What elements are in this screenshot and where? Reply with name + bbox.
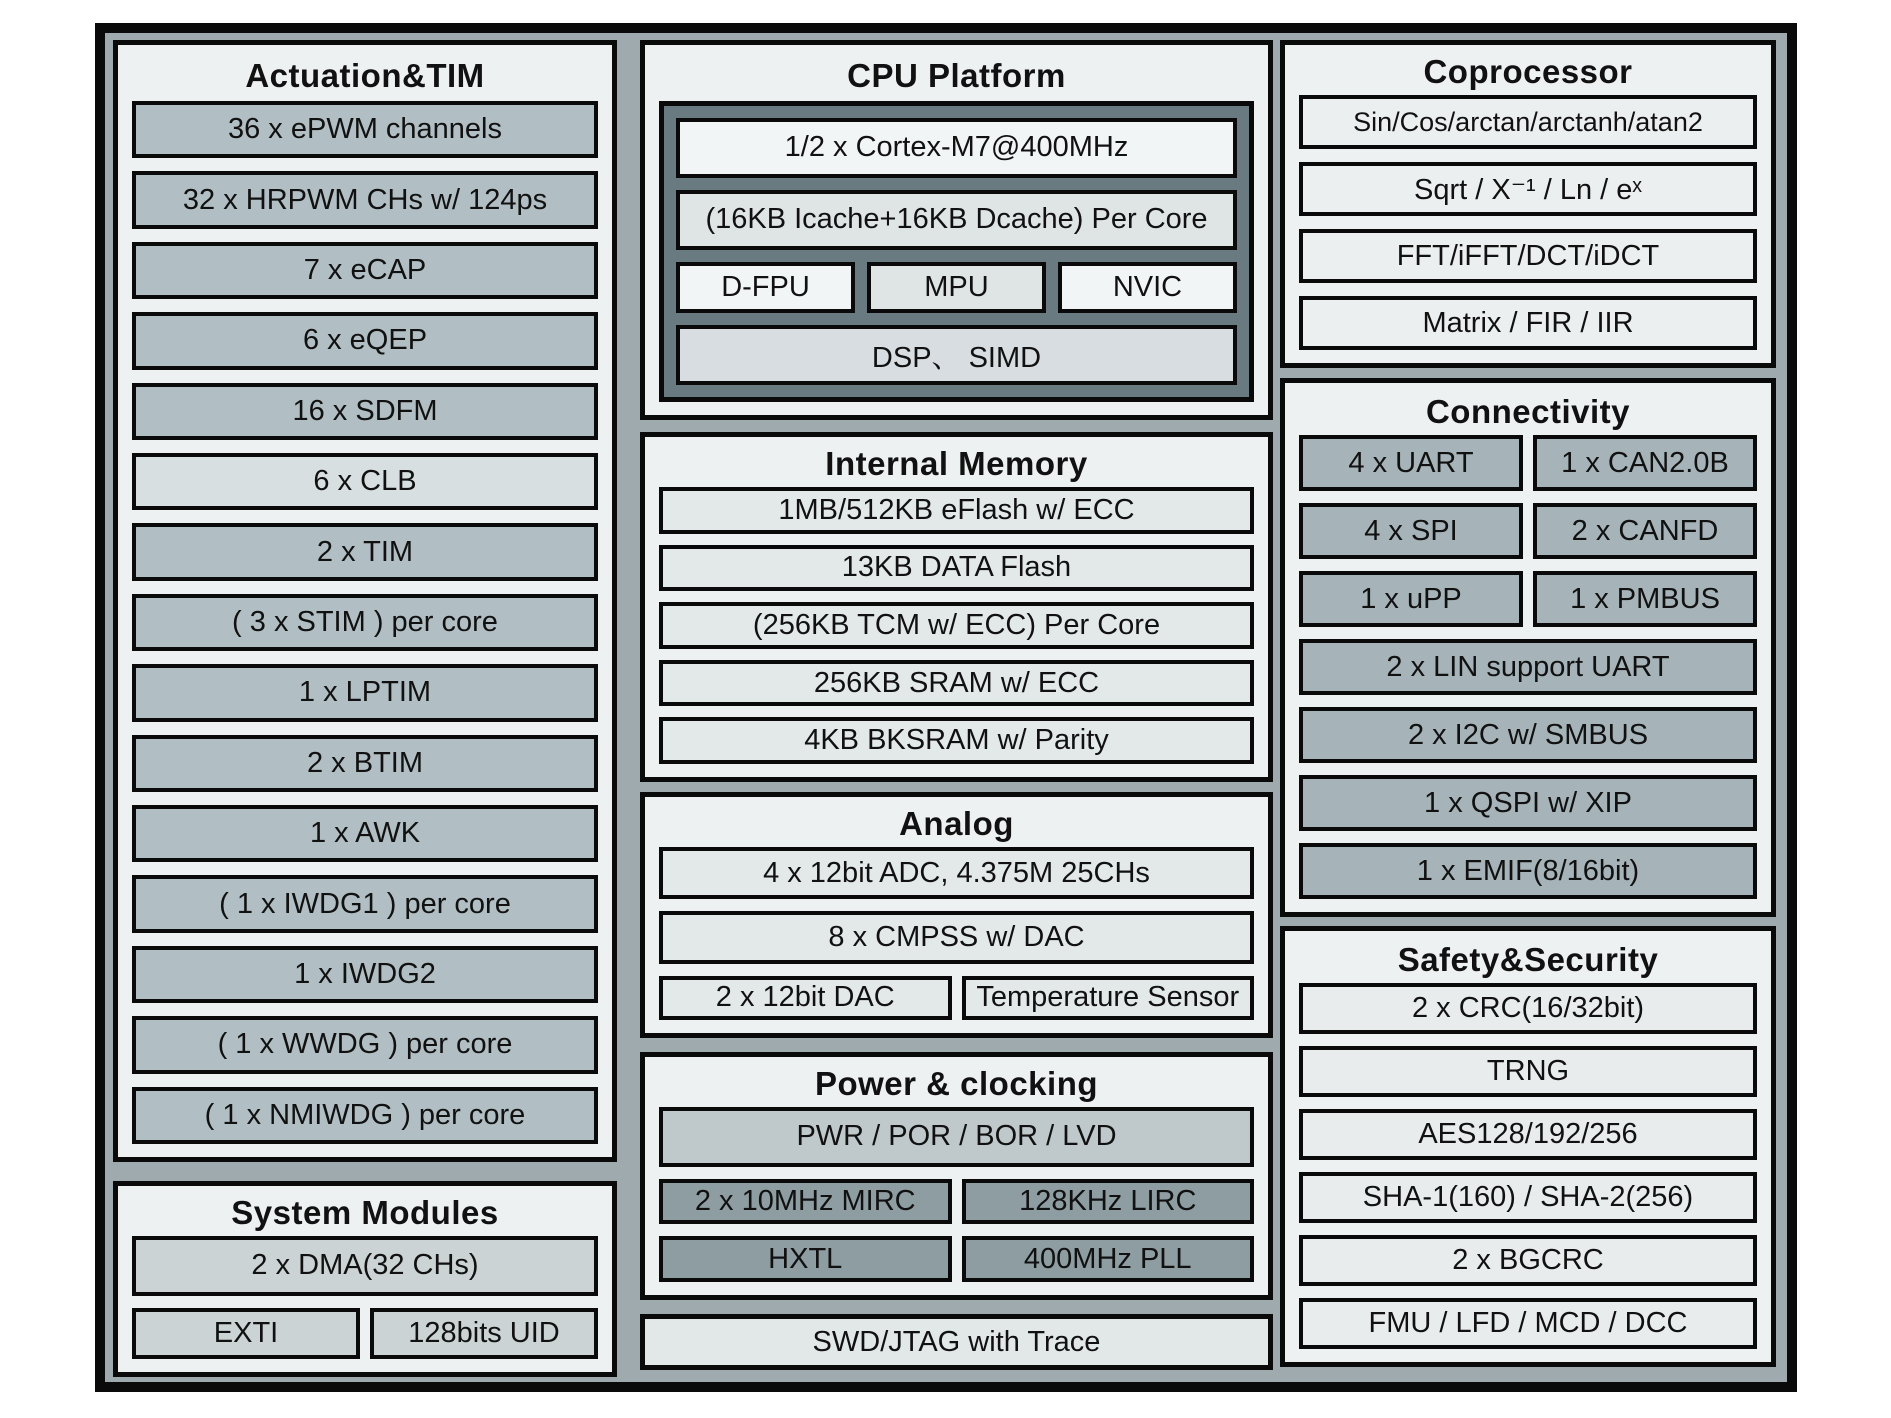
coprocessor-title: Coprocessor [1423,53,1633,90]
block-iwdg1-per-core: ( 1 x IWDG1 ) per core [132,875,598,932]
block-iwdg2: 1 x IWDG2 [132,946,598,1003]
block-pll: 400MHz PLL [962,1236,1255,1282]
block-cmpss: 8 x CMPSS w/ DAC [659,911,1254,963]
block-exti: EXTI [132,1308,360,1360]
block-swd-jtag-trace: SWD/JTAG with Trace [640,1314,1273,1370]
block-trng: TRNG [1299,1046,1757,1097]
block-mpu: MPU [867,262,1046,314]
block-sram: 256KB SRAM w/ ECC [659,660,1254,707]
block-spi: 4 x SPI [1299,503,1523,559]
block-tim: 2 x TIM [132,523,598,580]
block-emif: 1 x EMIF(8/16bit) [1299,843,1757,899]
block-qspi-xip: 1 x QSPI w/ XIP [1299,775,1757,831]
block-sqrt-ln-exp: Sqrt / X⁻¹ / Ln / eˣ [1299,162,1757,216]
system-modules-split-row [132,1308,598,1360]
block-upp: 1 x uPP [1299,571,1523,627]
panel-connectivity [1280,378,1776,917]
system-modules-title: System Modules [231,1194,499,1231]
block-dma: 2 x DMA(32 CHs) [132,1236,598,1296]
block-data-flash: 13KB DATA Flash [659,545,1254,592]
block-i2c-smbus: 2 x I2C w/ SMBUS [1299,707,1757,763]
analog-split-row [659,976,1254,1020]
power-clocking-title: Power & clocking [814,1065,1099,1102]
block-uid: 128bits UID [370,1308,598,1360]
actuation-rows [132,101,598,1144]
block-tcm: (256KB TCM w/ ECC) Per Core [659,602,1254,649]
block-trig-funcs: Sin/Cos/arctan/arctanh/atan2 [1299,95,1757,149]
block-nmiwdg-per-core: ( 1 x NMIWDG ) per core [132,1087,598,1144]
block-cpu-cache: (16KB Icache+16KB Dcache) Per Core [676,190,1237,250]
safety-security-title: Safety&Security [1397,941,1659,978]
block-eflash: 1MB/512KB eFlash w/ ECC [659,487,1254,534]
block-lin-uart: 2 x LIN support UART [1299,639,1757,695]
block-clb: 6 x CLB [132,453,598,510]
block-lptim: 1 x LPTIM [132,664,598,721]
block-nvic: NVIC [1058,262,1237,314]
power-clock-grid [659,1179,1254,1282]
panel-actuation-tim [113,40,617,1162]
block-fmu-lfd-mcd-dcc: FMU / LFD / MCD / DCC [1299,1298,1757,1349]
block-temp-sensor: Temperature Sensor [962,976,1255,1020]
panel-power-clocking [640,1052,1273,1300]
soc-block-diagram-frame [95,23,1797,1392]
connectivity-title: Connectivity [1425,393,1631,430]
block-dac: 2 x 12bit DAC [659,976,952,1020]
block-matrix-fir-iir: Matrix / FIR / IIR [1299,296,1757,350]
block-dsp-simd: DSP、 SIMD [676,325,1237,385]
analog-title: Analog [899,805,1014,842]
block-pmbus: 1 x PMBUS [1533,571,1757,627]
block-canfd: 2 x CANFD [1533,503,1757,559]
block-sdfm: 16 x SDFM [132,383,598,440]
block-lirc: 128KHz LIRC [962,1179,1255,1225]
block-eqep: 6 x eQEP [132,312,598,369]
panel-cpu-platform [640,40,1273,420]
block-d-fpu: D-FPU [676,262,855,314]
panel-internal-memory [640,432,1273,782]
block-awk: 1 x AWK [132,805,598,862]
panel-system-modules [113,1181,617,1377]
block-wwdg-per-core: ( 1 x WWDG ) per core [132,1016,598,1073]
block-fft-dct: FFT/iFFT/DCT/iDCT [1299,229,1757,283]
connectivity-grid [1299,435,1757,627]
block-adc: 4 x 12bit ADC, 4.375M 25CHs [659,847,1254,899]
block-mirc: 2 x 10MHz MIRC [659,1179,952,1225]
block-bksram: 4KB BKSRAM w/ Parity [659,717,1254,764]
internal-memory-title: Internal Memory [825,445,1088,482]
panel-safety-security [1280,926,1776,1367]
panel-analog [640,792,1273,1038]
block-sha: SHA-1(160) / SHA-2(256) [1299,1172,1757,1223]
block-btim: 2 x BTIM [132,735,598,792]
block-hxtl: HXTL [659,1236,952,1282]
actuation-tim-title: Actuation&TIM [245,57,485,94]
block-pwr-por-bor-lvd: PWR / POR / BOR / LVD [659,1107,1254,1167]
block-stim-per-core: ( 3 x STIM ) per core [132,594,598,651]
block-uart: 4 x UART [1299,435,1523,491]
block-ecap: 7 x eCAP [132,242,598,299]
block-cortex-m7: 1/2 x Cortex-M7@400MHz [676,118,1237,178]
block-hrpwm-channels: 32 x HRPWM CHs w/ 124ps [132,171,598,228]
block-bgcrc: 2 x BGCRC [1299,1235,1757,1286]
block-can20b: 1 x CAN2.0B [1533,435,1757,491]
block-crc: 2 x CRC(16/32bit) [1299,983,1757,1034]
panel-coprocessor [1280,40,1776,368]
cpu-units-row [676,262,1237,314]
block-aes: AES128/192/256 [1299,1109,1757,1160]
cpu-core-cluster [659,101,1254,402]
block-epwm-channels: 36 x ePWM channels [132,101,598,158]
cpu-platform-title: CPU Platform [847,57,1066,94]
